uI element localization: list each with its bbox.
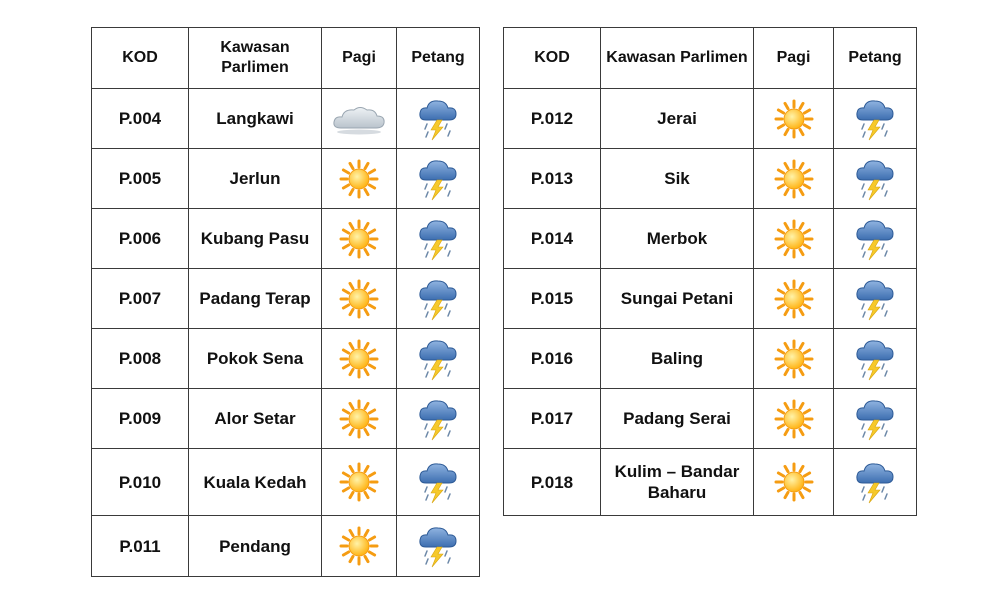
kawasan-cell: Langkawi [189,89,322,149]
pagi-cell [322,389,397,449]
table-row [504,209,917,269]
petang-cell [397,389,480,449]
table-row [504,329,917,389]
sunny-icon [758,159,829,199]
petang-cell [834,449,917,516]
header-petang: Petang [834,28,917,89]
table-row [504,449,917,516]
pagi-cell [322,329,397,389]
kawasan-cell: Jerlun [189,149,322,209]
sunny-icon [758,339,829,379]
kod-cell: P.014 [504,209,601,269]
pagi-cell [754,89,834,149]
thunderstorm-icon [838,156,912,202]
petang-cell [834,209,917,269]
kod-cell: P.018 [504,449,601,516]
petang-cell [397,209,480,269]
table-row [504,389,917,449]
kawasan-cell: Baling [601,329,754,389]
table-row [92,449,480,516]
kod-cell: P.017 [504,389,601,449]
thunderstorm-icon [401,336,475,382]
kod-cell: P.015 [504,269,601,329]
thunderstorm-icon [838,336,912,382]
kod-cell: P.008 [92,329,189,389]
table-row [92,149,480,209]
petang-cell [834,389,917,449]
table-row [92,516,480,577]
kod-cell: P.016 [504,329,601,389]
pagi-cell [754,269,834,329]
forecast-table-right [503,27,917,516]
kod-cell: P.009 [92,389,189,449]
thunderstorm-icon [838,276,912,322]
sunny-icon [758,219,829,259]
petang-cell [834,269,917,329]
thunderstorm-icon [401,523,475,569]
petang-cell [397,329,480,389]
petang-cell [397,449,480,516]
pagi-cell [322,516,397,577]
petang-cell [834,149,917,209]
sunny-icon [326,279,392,319]
pagi-cell [754,329,834,389]
kawasan-cell: Sik [601,149,754,209]
kod-cell: P.007 [92,269,189,329]
header-kod: KOD [504,28,601,89]
sunny-icon [326,159,392,199]
thunderstorm-icon [401,276,475,322]
kod-cell: P.012 [504,89,601,149]
header-row [92,28,480,89]
sunny-icon [326,219,392,259]
pagi-cell [322,209,397,269]
pagi-cell [754,449,834,516]
header-row [504,28,917,89]
thunderstorm-icon [401,96,475,142]
kawasan-cell: Kulim – Bandar Baharu [601,449,754,516]
kawasan-cell: Alor Setar [189,389,322,449]
pagi-cell [322,269,397,329]
sunny-icon [758,462,829,502]
sunny-icon [758,99,829,139]
cloudy-icon [326,102,392,136]
sunny-icon [326,339,392,379]
kawasan-cell: Sungai Petani [601,269,754,329]
pagi-cell [754,209,834,269]
kawasan-cell: Jerai [601,89,754,149]
sunny-icon [326,526,392,566]
table-row [504,269,917,329]
thunderstorm-icon [838,96,912,142]
header-kawasan: Kawasan Parlimen [601,28,754,89]
sunny-icon [758,399,829,439]
kod-cell: P.005 [92,149,189,209]
thunderstorm-icon [838,396,912,442]
kod-cell: P.013 [504,149,601,209]
kawasan-cell: Padang Terap [189,269,322,329]
kawasan-cell: Kubang Pasu [189,209,322,269]
table-row [92,209,480,269]
thunderstorm-icon [401,396,475,442]
thunderstorm-icon [401,156,475,202]
pagi-cell [322,149,397,209]
petang-cell [834,89,917,149]
thunderstorm-icon [401,216,475,262]
petang-cell [397,269,480,329]
petang-cell [397,149,480,209]
header-kawasan: Kawasan Parlimen [189,28,322,89]
table-row [504,149,917,209]
table-row [92,89,480,149]
kod-cell: P.006 [92,209,189,269]
forecast-table-left [91,27,480,577]
petang-cell [397,516,480,577]
kod-cell: P.004 [92,89,189,149]
thunderstorm-icon [401,459,475,505]
kod-cell: P.010 [92,449,189,516]
kod-cell: P.011 [92,516,189,577]
pagi-cell [754,149,834,209]
sunny-icon [326,462,392,502]
table-row [92,389,480,449]
kawasan-cell: Pendang [189,516,322,577]
pagi-cell [322,449,397,516]
sunny-icon [326,399,392,439]
table-row [504,89,917,149]
header-petang: Petang [397,28,480,89]
pagi-cell [754,389,834,449]
petang-cell [834,329,917,389]
kawasan-cell: Padang Serai [601,389,754,449]
petang-cell [397,89,480,149]
kawasan-cell: Kuala Kedah [189,449,322,516]
kawasan-cell: Pokok Sena [189,329,322,389]
sunny-icon [758,279,829,319]
header-pagi: Pagi [322,28,397,89]
table-row [92,269,480,329]
header-pagi: Pagi [754,28,834,89]
header-kod: KOD [92,28,189,89]
thunderstorm-icon [838,459,912,505]
kawasan-cell: Merbok [601,209,754,269]
pagi-cell [322,89,397,149]
table-row [92,329,480,389]
thunderstorm-icon [838,216,912,262]
